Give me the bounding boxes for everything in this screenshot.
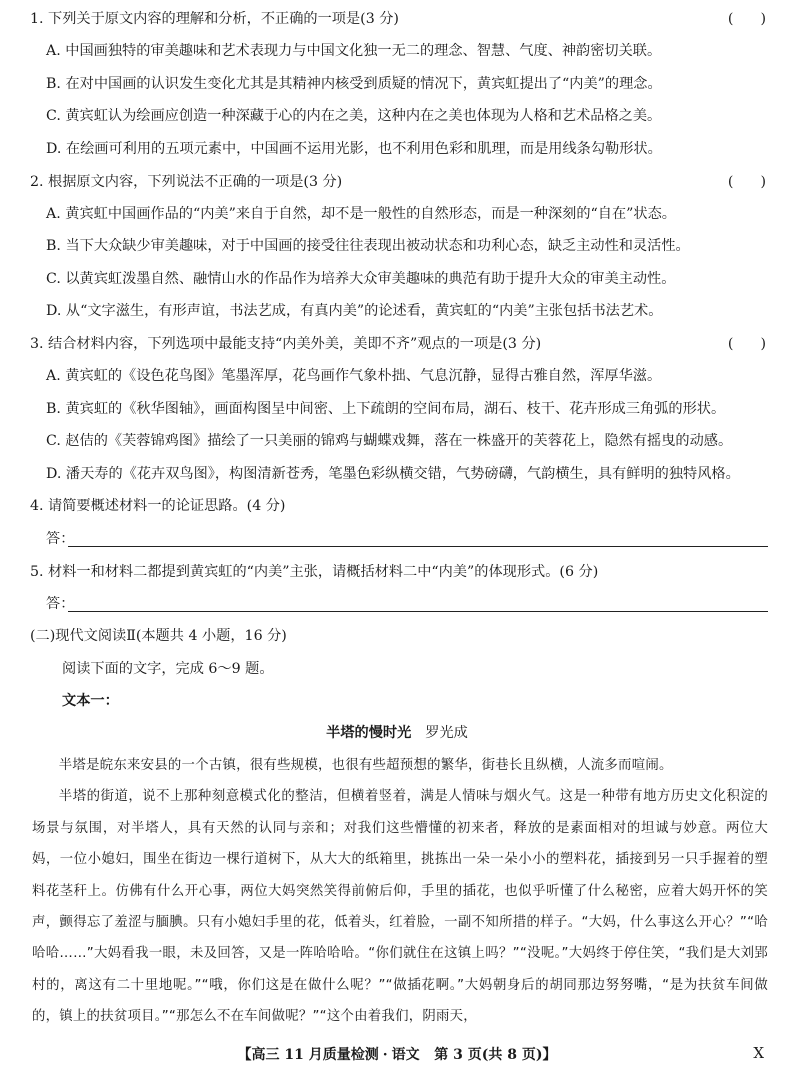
question-1-answer-bracket: ( ) [727,11,766,27]
question-4-answer-area[interactable] [46,529,768,549]
question-2-option-a: A. 黄宾虹中国画作品的“内美”来自于自然，却不是一般性的自然形态，而是一种深刻的“自在”状态。 [46,206,676,222]
footer-exam-name: 高三 11 月质量检测 [251,1047,379,1063]
question-3-option-b: B. 黄宾虹的《秋华图轴》，画面构图呈中间密、上下疏朗的空间布局，湖石、枝干、花卉形成三角弧的形状。 [46,401,726,417]
question-5-answer-line [68,611,768,612]
question-3-option-c: C. 赵佶的《芙蓉锦鸡图》描绘了一只美丽的锦鸡与蝴蝶戏舞，落在一株盛开的芙蓉花上，隐然有摇曳的动感。 [46,433,733,449]
question-1-option-d: D. 在绘画可利用的五项元素中，中国画不运用光影，也不利用色彩和肌理，而是用线条勾勒形状。 [46,141,662,157]
passage-paragraph: 半塔是皖东来安县的一个古镇，很有些规模，也很有些超预想的繁华，街巷长且纵横，人流多而喧闹。 [58,758,673,773]
question-2-option-c: C. 以黄宾虹泼墨自然、融情山水的作品作为培养大众审美趣味的典范有助于提升大众的审美主动性。 [46,271,676,287]
passage-title-line [0,723,794,743]
question-2-stem: 2. 根据原文内容，下列说法不正确的一项是(3 分) [30,174,343,190]
question-4-stem: 4. 请简要概述材料一的论证思路。(4 分) [30,498,286,514]
footer-left-bracket: 【 [237,1047,252,1063]
text-one-label: 文本一： [62,693,119,709]
passage-title: 半塔的慢时光 [326,725,412,741]
footer-version-code: X [753,1044,764,1062]
footer-right-bracket: 】 [542,1047,557,1063]
question-3-stem: 3. 结合材料内容，下列选项中最能支持“内美外美，美即不齐”观点的一项是(3 分) [30,336,542,352]
passage-paragraph: 半塔的街道，说不上那种刻意模式化的整洁，但横着竖着，满是人情味与烟火气。这是一种带有地方历史文化积淀的场景与氛围，对半塔人，具有天然的认同与亲和；对我们这些懵懂的初来者，释放的是素面相对的坦诚与妙意。两位大妈，一位小媳妇，围坐在街边一棵行道树下，从大大的纸箱里，挑拣出一朵一朵小小的塑料花，插接到另一只手握着的塑料花茎秆上。仿佛有什么开心事，两位大妈突然笑得前俯后仰，手里的插花，也似乎听懂了什么秘密，应着大妈开怀的笑声，颤得忘了羞涩与腼腆。只有小媳妇手里的花，低着头，红着脸，一副不知所措的样子。“大妈，什么事这么开心？”“哈哈哈……”大妈看我一眼，未及回答，又是一阵哈哈哈。“你们就住在这镇上吗？”“没呢。”大妈终于停住笑，“我们是大刘郢村的，离这有二十里地呢。”“哦，你们这是在做什么呢？”“做插花啊。”大妈朝身后的胡同那边努努嘴，“是为扶贫车间做的，镇上的扶贫项目。”“那怎么不在车间做呢？”“这个由着我们，阴雨天， [32,789,768,1025]
passage-author: 罗光成 [425,725,468,741]
footer-page-info: 第 3 页(共 8 页) [434,1047,543,1063]
section-heading: (二)现代文阅读Ⅱ(本题共 4 小题，16 分) [30,628,287,644]
section-instruction: 阅读下面的文字，完成 6～9 题。 [62,661,274,677]
question-1-option-b: B. 在对中国画的认识发生变化尤其是其精神内核受到质疑的情况下，黄宾虹提出了“内美”的理念。 [46,76,662,92]
question-3-answer-bracket: ( ) [727,336,766,352]
question-5-answer-area[interactable] [46,594,768,614]
question-3-option-d: D. 潘天寿的《花卉双鸟图》，构图清新苍秀，笔墨色彩纵横交错，气势磅礴，气韵横生，具有鲜明的独特风格。 [46,466,740,482]
question-2-option-d: D. 从“文字滋生，有形声谊，书法艺成，有真内美”的论述看，黄宾虹的“内美”主张包括书法艺术。 [46,303,663,319]
question-1-option-a: A. 中国画独特的审美趣味和艺术表现力与中国文化独一无二的理念、智慧、气度、神韵密切关联。 [46,43,662,59]
footer-subject: 语文 [391,1047,420,1063]
question-4-answer-label: 答： [46,531,75,547]
question-2-answer-bracket: ( ) [727,174,766,190]
question-1-stem: 1. 下列关于原文内容的理解和分析，不正确的一项是(3 分) [30,11,399,27]
footer-separator: · [382,1047,388,1063]
question-2-option-b: B. 当下大众缺少审美趣味，对于中国画的接受往往表现出被动状态和功利心态，缺乏主动性和灵活性。 [46,238,690,254]
question-1-option-c: C. 黄宾虹认为绘画应创造一种深藏于心的内在之美，这种内在之美也体现为人格和艺术品格之美。 [46,108,662,124]
question-4-answer-line [68,546,768,547]
question-5-answer-label: 答： [46,596,75,612]
passage-body [32,750,768,1033]
page-footer [0,1044,794,1064]
question-5-stem: 5. 材料一和材料二都提到黄宾虹的“内美”主张，请概括材料二中“内美”的体现形式。(6 分) [30,564,599,580]
question-3-option-a: A. 黄宾虹的《设色花鸟图》笔墨浑厚，花鸟画作气象朴拙、气息沉静，显得古雅自然，浑厚华滋。 [46,368,662,384]
